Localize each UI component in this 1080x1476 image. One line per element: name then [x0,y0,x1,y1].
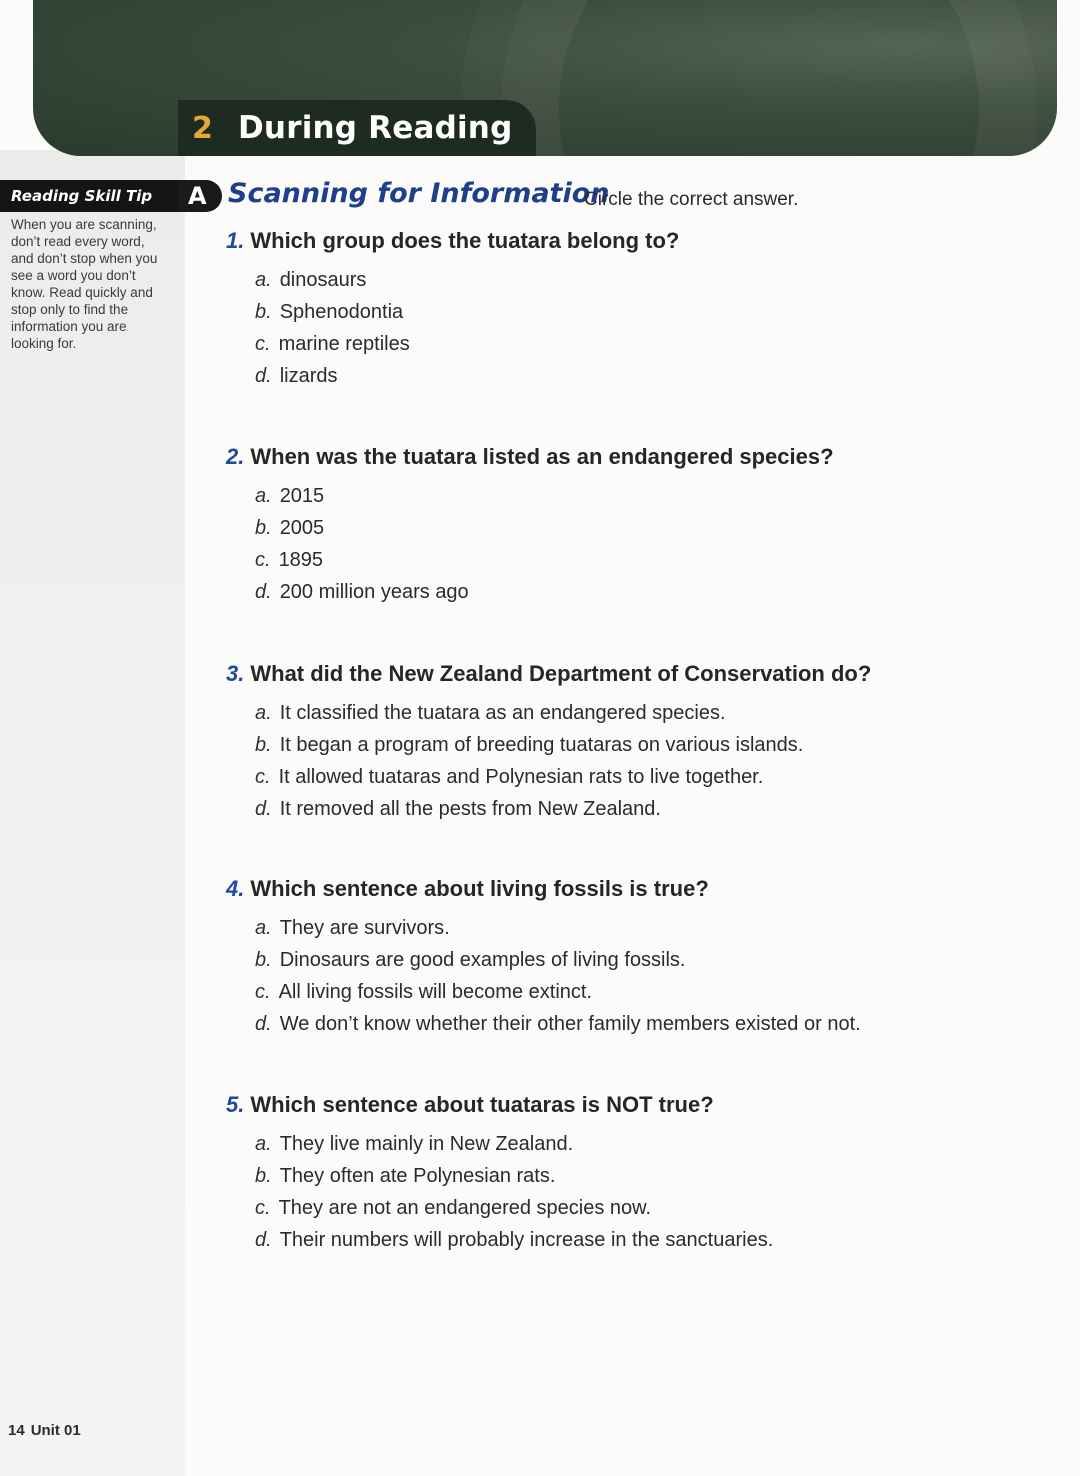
option-letter: b. [255,1165,272,1187]
question-number: 1. [226,228,245,253]
option-letter: a. [255,702,272,724]
tip-line: stop only to find the [11,302,129,317]
option-text: All living fossils will become extinct. [278,981,592,1003]
tip-line: When you are scanning, [11,217,157,232]
answer-option[interactable] [255,729,1046,761]
question-stem [226,872,1046,906]
question-5 [226,1088,1046,1256]
option-text: Sphenodontia [279,301,404,323]
option-text: They are not an endangered species now. [278,1197,652,1219]
option-text: Dinosaurs are good examples of living fossils. [279,949,686,971]
question-stem [226,224,1046,258]
section-title: During Reading [238,110,513,146]
option-letter: c. [255,549,271,571]
answer-option[interactable] [255,1192,1046,1224]
answer-option[interactable] [255,360,1046,392]
tip-line: know. Read quickly and [11,285,153,300]
answer-option[interactable] [255,1224,1046,1256]
question-4 [226,872,1046,1040]
option-text: 1895 [278,549,324,571]
option-text: It began a program of breeding tuataras on various islands. [279,734,804,756]
option-text: dinosaurs [279,269,367,291]
option-letter: d. [255,1229,272,1251]
option-letter: d. [255,1013,272,1035]
option-letter: a. [255,269,272,291]
option-text: We don’t know whether their other family members existed or not. [279,1013,861,1035]
activity-title: Scanning for Information [228,178,610,209]
tip-line: don’t read every word, [11,234,145,249]
page-number: 14 [8,1422,25,1439]
reading-skill-tip-text [11,216,181,352]
answer-option[interactable] [255,912,1046,944]
question-stem [226,440,1046,474]
page-footer [8,1422,81,1439]
question-text: What did the New Zealand Department of Conservation do? [250,661,872,686]
option-text: They live mainly in New Zealand. [279,1133,574,1155]
answer-options [255,912,1046,1040]
option-text: Their numbers will probably increase in the sanctuaries. [279,1229,774,1251]
answer-option[interactable] [255,1128,1046,1160]
option-letter: b. [255,301,272,323]
question-stem [226,1088,1046,1122]
question-text: Which group does the tuatara belong to? [250,228,680,253]
answer-options [255,264,1046,392]
question-3 [226,657,1046,825]
question-stem [226,657,1046,691]
answer-options [255,480,1046,608]
option-letter: d. [255,365,272,387]
option-letter: b. [255,517,272,539]
question-1 [226,224,1046,392]
option-letter: c. [255,981,271,1003]
reading-skill-tip-title: Reading Skill Tip [0,180,185,212]
answer-option[interactable] [255,1008,1046,1040]
option-text: 2015 [279,485,325,507]
option-letter: a. [255,1133,272,1155]
option-text: It classified the tuatara as an endangered species. [279,702,726,724]
answer-option[interactable] [255,697,1046,729]
answer-option[interactable] [255,1160,1046,1192]
answer-option[interactable] [255,944,1046,976]
activity-badge: A [178,180,222,212]
activity-instruction: Circle the correct answer. [584,189,799,210]
option-text: 2005 [279,517,325,539]
option-text: marine reptiles [278,333,410,355]
option-text: lizards [279,365,338,387]
answer-option[interactable] [255,480,1046,512]
option-letter: c. [255,1197,271,1219]
answer-option[interactable] [255,512,1046,544]
answer-option[interactable] [255,576,1046,608]
fossil-shell-decoration [541,0,997,156]
answer-option[interactable] [255,976,1046,1008]
question-number: 3. [226,661,245,686]
option-letter: c. [255,766,271,788]
answer-option[interactable] [255,328,1046,360]
question-2 [226,440,1046,608]
answer-option[interactable] [255,761,1046,793]
tip-line: looking for. [11,336,77,351]
question-number: 5. [226,1092,245,1117]
tip-line: information you are [11,319,127,334]
option-text: It allowed tuataras and Polynesian rats to live together. [278,766,764,788]
question-number: 2. [226,444,245,469]
answer-option[interactable] [255,264,1046,296]
answer-options [255,697,1046,825]
question-text: Which sentence about tuataras is NOT true? [250,1092,714,1117]
section-header [178,100,536,156]
option-text: They are survivors. [279,917,450,939]
unit-label: Unit 01 [30,1422,81,1439]
question-text: Which sentence about living fossils is true? [250,876,709,901]
option-letter: b. [255,949,272,971]
tip-line: and don’t stop when you [11,251,158,266]
option-letter: a. [255,917,272,939]
answer-option[interactable] [255,296,1046,328]
question-text: When was the tuatara listed as an endangered species? [250,444,834,469]
option-letter: d. [255,798,272,820]
option-text: It removed all the pests from New Zealand. [279,798,661,820]
section-number: 2 [192,110,213,146]
option-text: 200 million years ago [279,581,469,603]
answer-option[interactable] [255,544,1046,576]
option-text: They often ate Polynesian rats. [279,1165,556,1187]
option-letter: c. [255,333,271,355]
tip-line: see a word you don’t [11,268,136,283]
answer-options [255,1128,1046,1256]
question-number: 4. [226,876,245,901]
option-letter: a. [255,485,272,507]
answer-option[interactable] [255,793,1046,825]
option-letter: d. [255,581,272,603]
option-letter: b. [255,734,272,756]
